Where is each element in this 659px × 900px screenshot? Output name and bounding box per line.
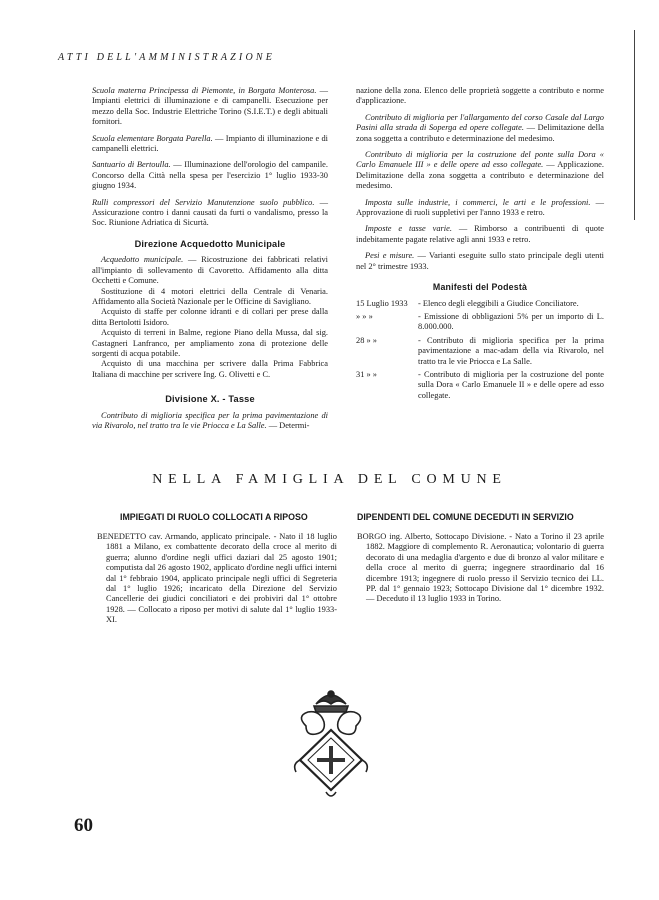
entry-imposta-industrie: Imposta sulle industrie, i commerci, le arti e le professioni. — Approvazione di ruoli suppletivi per l'anno 1933 e retro.: [356, 197, 604, 218]
entry-corso-casale: Contributo di miglioria per l'allargamento del corso Casale dal Largo Pasini alla strada di Soperga ed opere collegate. — Delimitazione della zona soggetta a contributo e determinazione del medesimo.: [356, 112, 604, 143]
entry-scuola-materna: Scuola materna Principessa di Piemonte, in Borgata Monterosa. — Impianti elettrici di illuminazione e di campanelli. Esecuzione per mezzo della Soc. Industrie Elettriche Torino (S.I.E.T.) e degli abituali fornitori.: [92, 86, 329, 127]
entry-acquedotto-2: Sostituzione di 4 motori elettrici della Centrale di Venaria. Affidamento alla Società Nazionale per le Officine di Savigliano.: [92, 286, 328, 306]
manifesti-table: [356, 299, 604, 405]
manifesto-date: 15 Luglio 1933: [356, 298, 408, 308]
savoy-knot-emblem-icon: [286, 682, 376, 802]
entry-santuario: Santuario di Bertoulla. — Illuminazione dell'orologio del campanile. Concorso della Città nella spesa per l'esercizio 1° luglio 1933-30 giugno 1934.: [92, 160, 328, 191]
entry-acquedotto-4: Acquisto di terreni in Balme, regione Piano della Mussa, dal sig. Castagneri Lanfranco, per ampliamento zona di protezione delle sorgenti di acqua potabile.: [92, 328, 328, 358]
heading-acquedotto: Direzione Acquedotto Municipale: [134, 238, 286, 249]
manifesto-text: - Contributo di miglioria specifica per la prima pavimentazione a mac-adam della via Rivarolo, nel tratto tra le vie Priocca e La Salle.: [418, 335, 604, 366]
bio-borgo: BORGO ing. Alberto, Sottocapo Divisione. - Nato a Torino il 23 aprile 1882. Maggiore di complemento R. Aeronautica; volontario di guerra decorato di una medaglia d'argento e due di bronzo al valor militare e della croce al merito di guerra; ingegnere straordinario dal 16 dicembre 1913; ingegnere di ruolo presso il Servizio tecnico dei LL. PP. dal 1° gennaio 1923; Sottocapo Divisione dal 1° dicembre 1932. — Deceduto il 13 luglio 1933 in Torino.: [357, 532, 604, 604]
entry-acquedotto-5: Acquisto di una macchina per scrivere dalla Prima Fabbrica Italiana di macchine per scrivere Ing. G. Olivetti e C.: [92, 359, 328, 379]
heading-collocati-riposo: IMPIEGATI DI RUOLO COLLOCATI A RIPOSO: [120, 512, 308, 522]
bio-name: BENEDETTO: [97, 532, 147, 541]
entry-tasse-1: Contributo di miglioria specifica per la prima pavimentazione di via Rivarolo, nel tratto tra le vie Priocca e La Salle. — Determi-: [92, 410, 328, 430]
famiglia-title: NELLA FAMIGLIA DEL COMUNE: [152, 472, 507, 487]
page-edge-rule: [634, 30, 635, 220]
entry-rulli: Rulli compressori del Servizio Manutenzione suolo pubblico. — Assicurazione contro i danni causati da furti o vandalismo, presso la Soc. Riunione Adriatica di Sicurtà.: [92, 197, 328, 228]
bio-benedetto: BENEDETTO cav. Armando, applicato principale. - Nato il 18 luglio 1881 a Milano, ex combattente decorato della croce al merito di guerra; alunno d'ordine negli uffici daziari dal 25 agosto 1901; computista dal 26 agosto 1902, applicato d'ordine negli uffici interni dal 1° febbraio 1904, applicato principale negli uffici di Segreteria dal 1° luglio 1926; incaricato della Direzione del Servizio Cancellerie dei giudici conciliatori e dei probiviri dal 1° ottobre 1928. — Collocato a riposo per motivi di salute dal 1° luglio 1933-XI.: [97, 532, 337, 625]
page-number: 60: [74, 815, 93, 836]
entry-acquedotto-1: Acquedotto municipale. — Ricostruzione dei fabbricati relativi all'impianto di sollevamento di Cavoretto. Affidamento alla ditta Occhetti e Comune.: [92, 255, 328, 286]
running-title: ATTI DELL'AMMINISTRAZIONE: [58, 52, 276, 63]
heading-deceduti: DIPENDENTI DEL COMUNE DECEDUTI IN SERVIZIO: [357, 512, 574, 522]
right-column: [356, 86, 604, 404]
table-row: [356, 370, 604, 404]
manifesto-date: 31 » »: [356, 369, 377, 379]
table-row: [356, 312, 604, 336]
manifesto-date: » » »: [356, 311, 373, 321]
manifesto-text: - Contributo di miglioria per la costruzione del ponte sulla Dora « Carlo Emanuele II » e delle opere ad esso collegate.: [418, 369, 604, 400]
left-column: [92, 86, 328, 437]
heading-tasse: Divisione X. - Tasse: [165, 394, 255, 405]
manifesto-date: 28 » »: [356, 335, 377, 345]
entry-imposte-tasse: Imposte e tasse varie. — Rimborso a contribuenti di quote indebitamente pagate relative agli anni 1933 e retro.: [356, 224, 604, 244]
table-row: [356, 336, 604, 370]
entry-acquedotto-3: Acquisto di staffe per colonne idranti e di collari per prese dalla ditta Bertolotti Isidoro.: [92, 307, 328, 327]
heading-manifesti: Manifesti del Podestà: [432, 282, 528, 293]
table-row: [356, 299, 604, 312]
bio-name: BORGO: [357, 532, 387, 541]
entry-continuation: nazione della zona. Elenco delle proprietà soggette a contributo e norme d'applicazione.: [356, 86, 604, 106]
entry-pesi-misure: Pesi e misure. — Varianti eseguite sullo stato principale degli utenti nel 2° trimestre 1933.: [356, 251, 604, 271]
manifesto-text: - Elenco degli eleggibili a Giudice Conciliatore.: [418, 298, 579, 308]
entry-ponte-dora: Contributo di miglioria per la costruzione del ponte sulla Dora « Carlo Emanuele III » e delle opere ad esso collegate. — Applicazione. Delimitazione della zona soggetta a contributo e determinazione del medesimo.: [356, 150, 604, 191]
manifesto-text: - Emissione di obbligazioni 5% per un importo di L. 8.000.000.: [418, 311, 604, 332]
entry-scuola-elementare: Scuola elementare Borgata Parella. — Impianto di illuminazione e di campanelli elettrici.: [92, 133, 328, 154]
